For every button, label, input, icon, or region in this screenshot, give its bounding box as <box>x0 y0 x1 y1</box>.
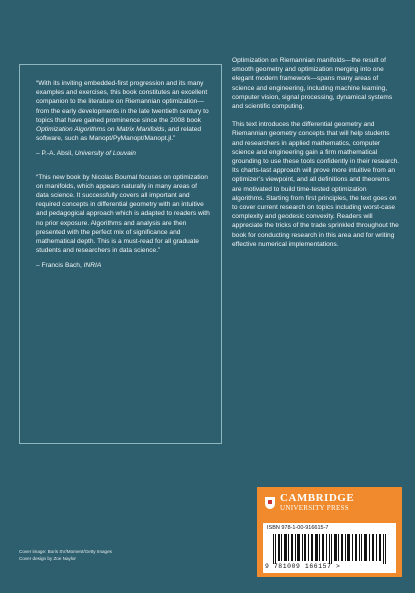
publisher-name: CAMBRIDGE <box>280 492 355 504</box>
description-paragraph: This text introduces the differential geometry and Riemannian geometry concepts that will help students and researchers in applied mathematics, computer science and engineering gain a firm mathematical grounding to use these tools confidently in their research. Its charts-last approach will prove more intuitive from an optimizer’s viewpoint, and all definitions and theorems are motivated to build time-tested optimization algorithms. Starting from first principles, the text goes on to cover current research on topics including worst-case complexity and geodesic convexity. Readers will appreciate the tricks of the trade sprinkled throughout the book for conducting research in this area and for writing effective numerical implementations. <box>232 121 400 248</box>
publisher-block <box>257 487 402 577</box>
shield-icon <box>265 497 275 509</box>
endorsements-panel <box>19 64 222 444</box>
quote-bach: “This new book by Nicolas Boumal focuses on optimization on manifolds, which appears naturally in many areas of data science. It successfully covers all important and required concepts in differential geometry with an intuitive and pedagogical approach which is adapted to readers with no prior exposure. Algorithms and analysis are then presented with the perfect mix of significance and mathematical depth. This is a must-read for all graduate students and researchers in data science.” <box>36 173 210 255</box>
cover-image-credit: Cover image: Boris SV/Moment/Getty Images <box>19 549 112 554</box>
cover-design-credit: Cover design by Zoe Naylor <box>19 556 76 561</box>
quote-absil: “With its inviting embedded-first progression and its many examples and exercises, this book constitutes an excellent companion to the literature on Riemannian optimization—from the early developments in the late twentieth century to topics that have gained prominence since the 2008 book Optimization Algorithms on Matrix Manifolds, and related software, such as Manopt/PyManopt/Manopt.jl.” <box>36 80 209 143</box>
publisher-subtitle: UNIVERSITY PRESS <box>280 504 349 512</box>
description-paragraph: Optimization on Riemannian manifolds—the result of smooth geometry and optimization merging into one elegant modern framework—spans many areas of science and engineering, including machine learning, computer vision, signal processing, dynamical systems and scientific computing. <box>232 57 393 111</box>
barcode-digits: 9 781009 166157 > <box>265 563 341 570</box>
barcode <box>263 523 396 573</box>
isbn-label: ISBN 978-1-00-916615-7 <box>267 525 329 531</box>
cover-credits <box>19 548 112 562</box>
quote-bach-attribution: – Francis Bach, INRIA <box>36 262 102 270</box>
cambridge-logo <box>265 493 354 513</box>
barcode-bars-icon <box>273 534 388 564</box>
quote-absil-attribution: – P.-A. Absil, University of Louvain <box>36 150 136 158</box>
book-description <box>232 56 400 249</box>
